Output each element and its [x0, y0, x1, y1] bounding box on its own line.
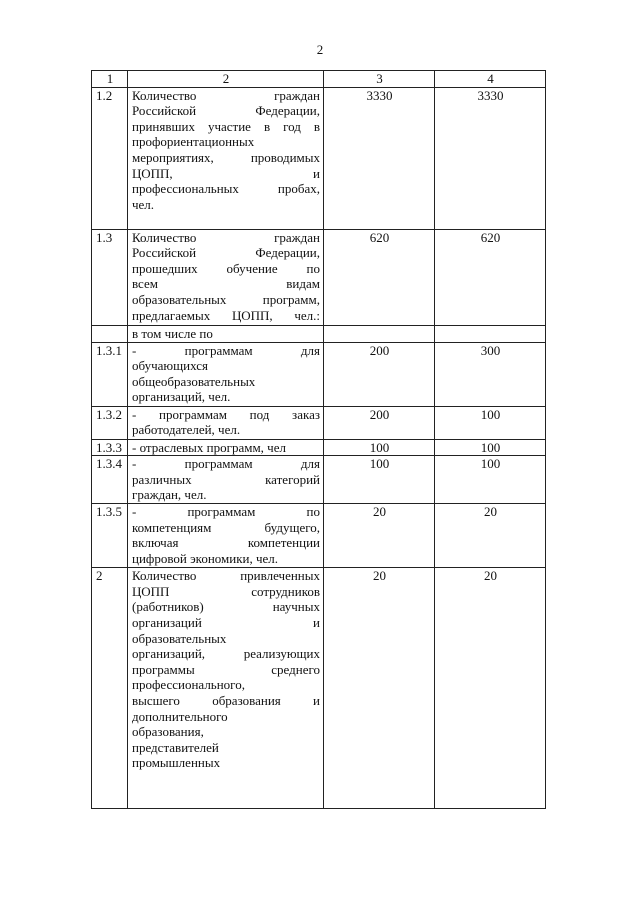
description-line: профориентационных — [132, 134, 255, 150]
description-line: дополнительного — [132, 708, 228, 724]
description-line: - программам для — [132, 456, 320, 472]
header-col-4: 4 — [435, 71, 546, 88]
value-col-3: 620 — [324, 229, 435, 325]
header-col-2: 2 — [128, 71, 324, 88]
description-line: высшего образования и — [132, 692, 320, 708]
description-line: включая компетенции — [132, 535, 320, 551]
description-line: - программам под заказ — [132, 406, 320, 422]
value-col-4: 100 — [435, 406, 546, 439]
description-line: организаций и — [132, 614, 320, 630]
description-line: (работников) научных — [132, 599, 320, 615]
table-row — [92, 87, 546, 229]
page-number: 2 — [316, 42, 324, 57]
value-col-4: 100 — [435, 439, 546, 456]
row-number: 2 — [92, 568, 128, 809]
description-line: работодателей, чел. — [132, 422, 241, 438]
table-row — [92, 406, 546, 439]
table-row — [92, 568, 546, 809]
value-col-4: 300 — [435, 342, 546, 406]
description-line: программы среднего — [132, 661, 320, 677]
row-description — [128, 568, 324, 809]
description-line: образовательных — [132, 630, 227, 646]
header-col-1: 1 — [92, 71, 128, 88]
description-line: предлагаемых ЦОПП, чел.: — [132, 307, 320, 323]
header-col-3: 3 — [324, 71, 435, 88]
value-col-3: 20 — [324, 568, 435, 809]
description-line: - отраслевых программ, чел — [132, 439, 286, 455]
description-line: в том числе по — [132, 325, 213, 341]
description-line: представителей — [132, 739, 219, 755]
description-line: промышленных — [132, 755, 221, 771]
value-col-3: 100 — [324, 456, 435, 504]
description-line: Количество граждан — [132, 229, 320, 245]
row-number: 1.3.1 — [92, 342, 128, 406]
description-line: общеобразовательных — [132, 373, 256, 389]
description-line: ЦОПП, и — [132, 165, 320, 181]
description-line: компетенциям будущего, — [132, 519, 320, 535]
description-line: граждан, чел. — [132, 487, 207, 503]
row-number: 1.3.4 — [92, 456, 128, 504]
description-line: чел. — [132, 196, 155, 212]
table-row — [92, 439, 546, 456]
row-description — [128, 229, 324, 325]
description-line: Количество граждан — [132, 87, 320, 103]
table-row — [92, 342, 546, 406]
description-line: профессиональных пробах, — [132, 181, 320, 197]
description-line: Российской Федерации, — [132, 103, 320, 119]
row-description — [128, 87, 324, 229]
table-row — [92, 229, 546, 325]
table-row — [92, 504, 546, 568]
table-row — [92, 325, 546, 342]
value-col-3: 100 — [324, 439, 435, 456]
description-line: принявших участие в год в — [132, 118, 320, 134]
row-description — [128, 342, 324, 406]
row-number: 1.2 — [92, 87, 128, 229]
row-number: 1.3.5 — [92, 504, 128, 568]
description-line: - программам по — [132, 504, 320, 520]
value-col-3: 20 — [324, 504, 435, 568]
description-line: образования, — [132, 724, 204, 740]
value-col-3: 200 — [324, 406, 435, 439]
description-line: организаций, чел. — [132, 389, 231, 405]
description-line: различных категорий — [132, 471, 320, 487]
description-line: Количество привлеченных — [132, 568, 320, 584]
row-number: 1.3.2 — [92, 406, 128, 439]
value-col-4: 620 — [435, 229, 546, 325]
value-col-4: 20 — [435, 504, 546, 568]
description-line: прошедших обучение по — [132, 260, 320, 276]
value-col-4: 20 — [435, 568, 546, 809]
value-col-4: 100 — [435, 456, 546, 504]
table-header-row — [92, 71, 546, 88]
description-line: Российской Федерации, — [132, 245, 320, 261]
description-line: - программам для — [132, 342, 320, 358]
description-line: ЦОПП сотрудников — [132, 583, 320, 599]
row-number — [92, 325, 128, 342]
description-line: организаций, реализующих — [132, 646, 320, 662]
value-col-4 — [435, 325, 546, 342]
table-row — [92, 456, 546, 504]
description-line: обучающихся — [132, 358, 208, 374]
description-line: всем видам — [132, 276, 320, 292]
row-description — [128, 406, 324, 439]
row-description — [128, 325, 324, 342]
indicators-table — [91, 70, 546, 809]
row-number: 1.3 — [92, 229, 128, 325]
value-col-3: 200 — [324, 342, 435, 406]
description-line: цифровой экономики, чел. — [132, 550, 279, 566]
description-line: мероприятиях, проводимых — [132, 149, 320, 165]
row-description — [128, 504, 324, 568]
value-col-3 — [324, 325, 435, 342]
row-description — [128, 456, 324, 504]
description-line: профессионального, — [132, 677, 245, 693]
value-col-4: 3330 — [435, 87, 546, 229]
row-number: 1.3.3 — [92, 439, 128, 456]
description-line: образовательных программ, — [132, 291, 320, 307]
row-description — [128, 439, 324, 456]
value-col-3: 3330 — [324, 87, 435, 229]
